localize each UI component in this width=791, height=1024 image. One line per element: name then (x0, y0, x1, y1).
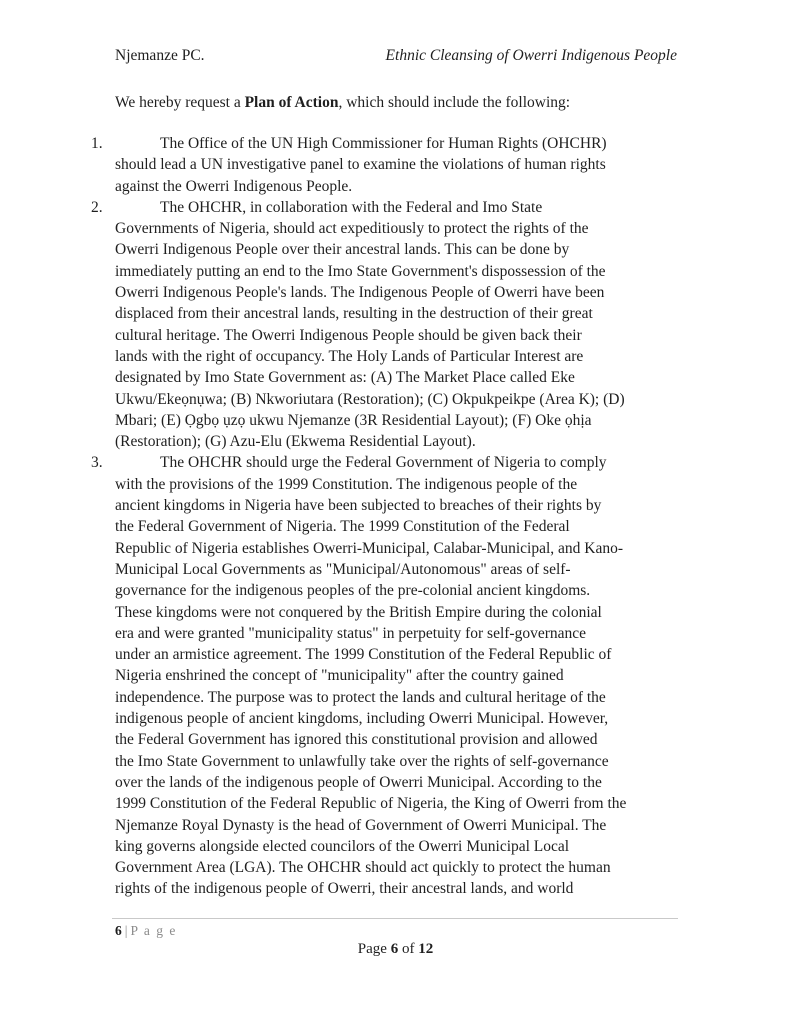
text-line: These kingdoms were not conquered by the British Empire during the colonial (115, 603, 602, 621)
text-line: Governments of Nigeria, should act expeditiously to protect the rights of the (115, 220, 589, 238)
text-line: Njemanze Royal Dynasty is the head of Government of Owerri Municipal. The (115, 816, 607, 834)
text-line: Republic of Nigeria establishes Owerri-Municipal, Calabar-Municipal, and Kano- (115, 539, 624, 557)
text-line: The OHCHR, in collaboration with the Federal and Imo State (160, 198, 543, 216)
list-item (91, 452, 681, 899)
footer-count-total: 12 (418, 941, 434, 957)
list-item-number: 2. (91, 198, 103, 216)
text-line: Mbari; (E) Ọgbọ ụzọ ukwu Njemanze (3R Residential Layout); (F) Oke ọhịa (115, 411, 592, 429)
list-item-number: 1. (91, 135, 103, 152)
list-item-number: 3. (91, 454, 103, 472)
footer-separator: | (124, 923, 128, 938)
text-line: Government Area (LGA). The OHCHR should act quickly to protect the human (115, 859, 611, 877)
text-line: era and were granted "municipality status" in perpetuity for self-governance (115, 624, 587, 642)
text-line: The OHCHR should urge the Federal Government of Nigeria to comply (160, 454, 607, 472)
text-line: king governs alongside elected councilors of the Owerri Municipal Local (115, 837, 570, 855)
text-line: Ukwu/Ekeọnụwa; (B) Nkworiutara (Restoration); (C) Okpukpeikpe (Area K); (D) (115, 390, 625, 408)
intro-text-post: , which should include the following: (338, 94, 571, 111)
footer-divider (112, 918, 678, 919)
footer-page-number: 6 (115, 923, 122, 938)
text-line: (Restoration); (G) Azu-Elu (Ekwema Residential Layout). (115, 433, 476, 451)
list-item (91, 133, 681, 197)
text-line: the Imo State Government to unlawfully take over the rights of self-governance (115, 752, 609, 770)
intro-paragraph (115, 92, 677, 113)
text-line: the Federal Government has ignored this constitutional provision and allowed (115, 731, 598, 749)
text-line: Owerri Indigenous People over their ancestral lands. This can be done by (115, 241, 570, 259)
text-line: independence. The purpose was to protect the lands and cultural heritage of the (115, 688, 606, 706)
text-line: immediately putting an end to the Imo State Government's dispossession of the (115, 262, 606, 280)
footer-page-count (0, 940, 791, 959)
running-header (115, 45, 677, 66)
text-line: cultural heritage. The Owerri Indigenous People should be given back their (115, 326, 582, 344)
running-header-author: Njemanze PC. (115, 47, 205, 64)
action-list (91, 133, 681, 900)
footer-count-current: 6 (390, 941, 399, 957)
footer-count-pre: Page (357, 941, 391, 957)
text-line: governance for the indigenous peoples of the pre-colonial ancient kingdoms. (115, 582, 591, 600)
text-line: Municipal Local Governments as "Municipal/Autonomous" areas of self- (115, 560, 571, 578)
text-line: indigenous people of ancient kingdoms, including Owerri Municipal. However, (115, 710, 609, 728)
text-line: Owerri Indigenous People's lands. The Indigenous People of Owerri have been (115, 284, 605, 302)
footer-page-label: P a g e (130, 923, 177, 938)
footer-count-mid: of (398, 941, 419, 957)
text-line: displaced from their ancestral lands, resulting in the destruction of their great (115, 305, 593, 323)
list-item (91, 197, 681, 453)
text-line: the Federal Government of Nigeria. The 1999 Constitution of the Federal (115, 518, 570, 536)
text-line: designated by Imo State Government as: (A) The Market Place called Eke (115, 369, 575, 387)
text-line: should lead a UN investigative panel to examine the violations of human rights (115, 156, 606, 174)
text-line: with the provisions of the 1999 Constitution. The indigenous people of the (115, 475, 578, 493)
text-line: ancient kingdoms in Nigeria have been subjected to breaches of their rights by (115, 497, 602, 515)
footer-page-marker (115, 922, 177, 940)
text-line: Nigeria enshrined the concept of "municipality" after the country gained (115, 667, 564, 685)
text-line: under an armistice agreement. The 1999 Constitution of the Federal Republic of (115, 646, 612, 664)
text-line: lands with the right of occupancy. The Holy Lands of Particular Interest are (115, 347, 584, 365)
text-line: rights of the indigenous people of Owerri, their ancestral lands, and world (115, 880, 574, 898)
text-line: 1999 Constitution of the Federal Republic of Nigeria, the King of Owerri from the (115, 795, 627, 813)
text-line: against the Owerri Indigenous People. (115, 177, 353, 195)
running-header-title: Ethnic Cleansing of Owerri Indigenous People (385, 47, 677, 64)
text-line: The Office of the UN High Commissioner for Human Rights (OHCHR) (160, 135, 607, 152)
text-line: over the lands of the indigenous people of Owerri Municipal. According to the (115, 773, 602, 791)
intro-text-pre: We hereby request a (115, 94, 245, 111)
intro-text-emphasis: Plan of Action (244, 94, 339, 111)
